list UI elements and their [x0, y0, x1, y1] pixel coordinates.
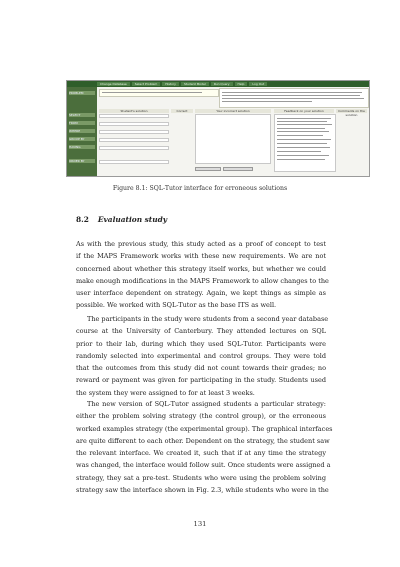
text-line: are quite different to each other. Dependent on the strategy, the student saw	[76, 436, 330, 445]
screenshot-submit-button	[195, 167, 221, 171]
text-line: if the MAPS Framework works with these new requirements. We are not	[76, 252, 326, 261]
screenshot-sidebar-label: HAVING	[69, 145, 95, 149]
screenshot-sidebar-label: FROM	[69, 121, 95, 125]
screenshot-having-field	[99, 146, 169, 150]
text-line: reward or payment was given for participating in the study. Students used	[76, 376, 326, 385]
screenshot-menu-item: Run Query	[211, 82, 233, 86]
screenshot-menubar	[67, 81, 369, 87]
screenshot-menu-item: Select Problem	[132, 82, 160, 86]
screenshot-menu-item: Help	[235, 82, 248, 86]
screenshot-col-header: Student's solution	[99, 109, 169, 113]
text-line: the relevant interface. We created it, such that if at any time the strategy	[76, 449, 326, 457]
screenshot-sidebar-label: PROBLEM	[69, 91, 95, 95]
screenshot-menu-item: Student Model	[181, 82, 209, 86]
paragraph	[76, 238, 329, 312]
screenshot-sidebar-label: ORDER BY	[69, 159, 95, 163]
screenshot-where-field	[99, 130, 169, 134]
screenshot-groupby-field	[99, 138, 169, 142]
screenshot-orderby-field	[99, 160, 169, 164]
text-line: that the outcomes from this study did not count towards their grades; no	[76, 364, 326, 372]
screenshot-sidebar-label: SELECT	[69, 113, 95, 117]
screenshot-col-header: Your incorrect solution	[195, 109, 271, 113]
text-line: possible. We worked with SQL-Tutor as the base ITS as well.	[76, 301, 277, 310]
screenshot-problem-box	[99, 89, 219, 97]
paragraph	[76, 313, 329, 399]
text-line: worked examples strategy (the experimental group). The graphical interfaces	[76, 424, 333, 433]
screenshot-col-header: Correct	[171, 109, 193, 113]
text-line: prior to their lab, during which they used SQL-Tutor. Participants were	[76, 339, 326, 348]
text-line: make enough modifications in the MAPS Framework to allow changes to the	[76, 276, 329, 285]
screenshot-menu-item: History	[162, 82, 179, 86]
text-line: the system they were assigned to for at least 3 weeks.	[76, 388, 255, 397]
sql-tutor-screenshot	[66, 80, 370, 177]
text-line: course at the University of Canterbury. They attended lectures on SQL	[76, 327, 326, 336]
text-line: As with the previous study, this study acted as a proof of concept to test	[76, 240, 326, 248]
screenshot-from-field	[99, 122, 169, 126]
figure-caption: Figure 8.1: SQL-Tutor interface for erroneous solutions	[112, 185, 288, 192]
screenshot-feedback-list	[274, 114, 336, 172]
screenshot-incorrect-solution-box	[195, 114, 271, 164]
text-line: strategy saw the interface shown in Fig. 2.3, while students who were in the	[76, 485, 329, 494]
text-line: The participants in the study were students from a second year database	[87, 315, 329, 323]
screenshot-sidebar	[67, 87, 97, 176]
page-number: 131	[193, 520, 207, 528]
text-line: randomly selected into experimental and control groups. They were told	[76, 351, 326, 360]
screenshot-col-header: Feedback on your solution	[274, 109, 334, 113]
screenshot-feedback-box	[219, 88, 369, 108]
text-line: The new version of SQL-Tutor assigned students a particular strategy:	[87, 400, 326, 408]
screenshot-menu-item: Log Out	[249, 82, 267, 86]
text-line: was changed, the interface would follow suit. Once students were assigned a	[76, 461, 331, 470]
text-line: user interface dependent on strategy. Again, we kept things as simple as	[76, 289, 326, 297]
screenshot-update-button	[223, 167, 253, 171]
section-number: 8.2	[76, 215, 89, 224]
text-line: concerned about whether this strategy itself works, but whether we could	[76, 264, 326, 273]
screenshot-select-field	[99, 114, 169, 118]
text-line: either the problem solving strategy (the control group), or the erroneous	[76, 412, 326, 421]
section-title: Evaluation study	[97, 215, 168, 224]
section-heading	[76, 215, 167, 224]
screenshot-col-header: Comments on the solution	[336, 109, 367, 113]
text-line: strategy, they sat a pre-test. Students who were using the problem solving	[76, 473, 326, 482]
screenshot-sidebar-label: WHERE	[69, 129, 95, 133]
screenshot-sidebar-label: GROUP BY	[69, 137, 95, 141]
paragraph	[76, 398, 333, 496]
screenshot-menu-item: Change Database	[97, 82, 130, 86]
